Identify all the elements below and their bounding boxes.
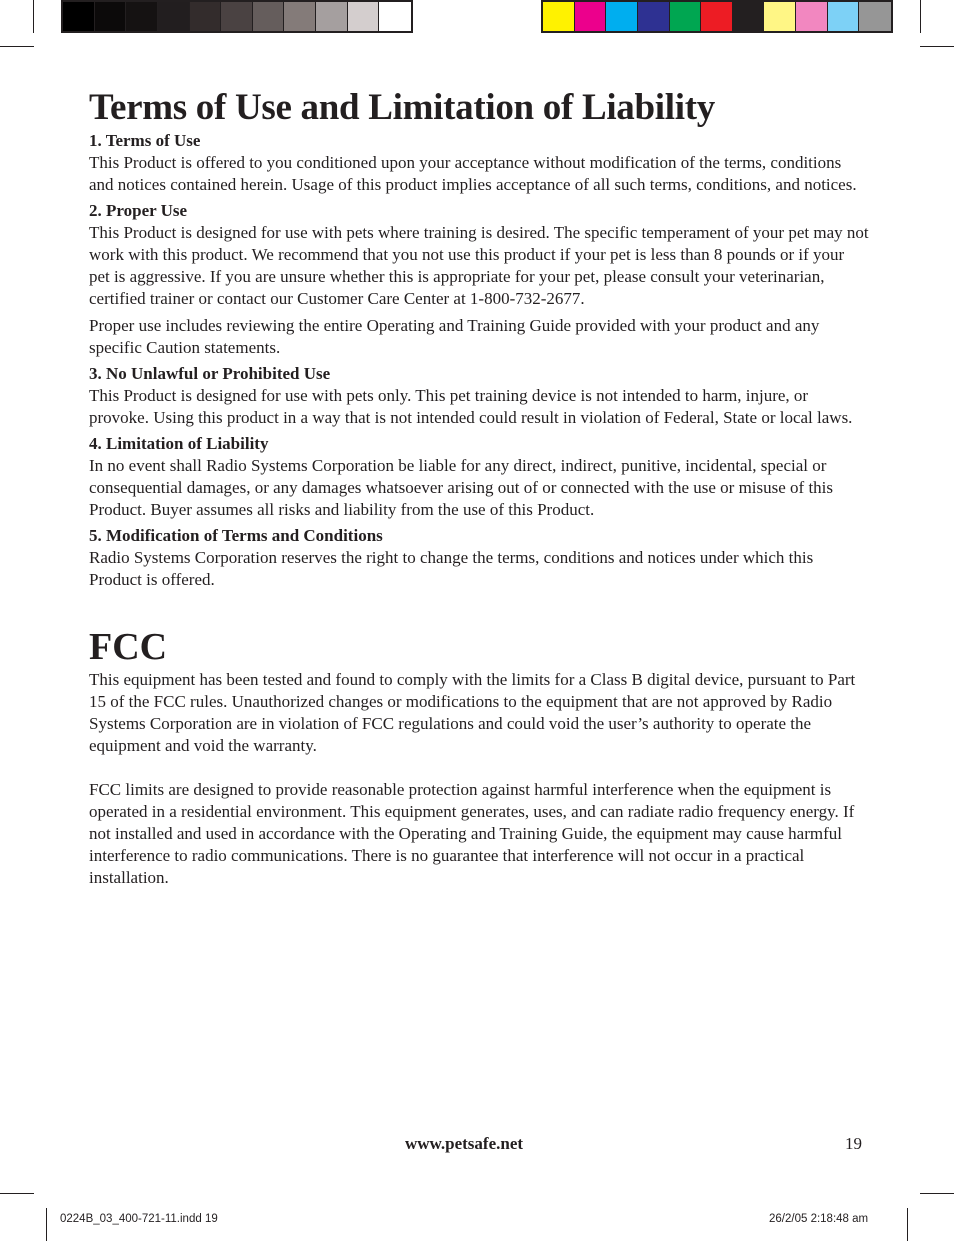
color-swatch	[701, 2, 733, 31]
gray-swatch	[126, 2, 158, 31]
section-paragraph: In no event shall Radio Systems Corporation be liable for any direct, indirect, punitive, incidental, special or consequential damages, or any damages whatsoever arising out of or connected with the use or misuse of this Product. Buyer assumes all risks and liability from the use of this Product.	[89, 456, 834, 519]
grayscale-color-bar	[61, 0, 413, 33]
color-swatch	[670, 2, 702, 31]
section-heading: 4. Limitation of Liability	[89, 434, 269, 453]
crop-mark	[33, 0, 34, 33]
crop-mark	[920, 1193, 954, 1194]
color-swatch	[764, 2, 796, 31]
gray-swatch	[95, 2, 127, 31]
gray-swatch	[379, 2, 411, 31]
section-paragraph: Proper use includes reviewing the entire Operating and Training Guide provided with your product and any specific Caution statements.	[89, 316, 820, 357]
section-paragraph: Radio Systems Corporation reserves the right to change the terms, conditions and notices under which this Product is offered.	[89, 548, 814, 589]
color-swatch	[733, 2, 765, 31]
crop-mark	[920, 46, 954, 47]
print-slug-timestamp: 26/2/05 2:18:48 am	[769, 1213, 869, 1225]
crop-mark	[920, 0, 921, 33]
crop-mark	[0, 46, 34, 47]
gray-swatch	[221, 2, 253, 31]
color-swatch	[638, 2, 670, 31]
process-color-bar	[541, 0, 893, 33]
gray-swatch	[63, 2, 95, 31]
color-swatch	[606, 2, 638, 31]
section-no-unlawful-use	[89, 363, 869, 429]
crop-mark	[46, 1208, 47, 1241]
page-title: Terms of Use and Limitation of Liability	[89, 87, 715, 128]
gray-swatch	[253, 2, 285, 31]
document-body	[89, 86, 869, 889]
gray-swatch	[158, 2, 190, 31]
color-swatch	[859, 2, 891, 31]
section-heading: 1. Terms of Use	[89, 131, 201, 150]
fcc-heading: FCC	[89, 626, 168, 668]
section-heading: 2. Proper Use	[89, 201, 188, 220]
page-number: 19	[845, 1134, 862, 1153]
fcc-paragraph: FCC limits are designed to provide reasonable protection against harmful interference when the equipment is operated in a residential environment. This equipment generates, uses, and can radiate radio frequency energy. If not installed and used in accordance with the Operating and Training Guide, the equipment may cause harmful interference to radio communications. There is no guarantee that interference will not occur in a practical installation.	[89, 780, 855, 887]
section-heading: 5. Modification of Terms and Conditions	[89, 526, 383, 545]
crop-mark	[0, 1193, 34, 1194]
print-slug-file: 0224B_03_400-721-11.indd 19	[60, 1213, 218, 1225]
color-swatch	[828, 2, 860, 31]
gray-swatch	[316, 2, 348, 31]
gray-swatch	[284, 2, 316, 31]
color-swatch	[575, 2, 607, 31]
section-proper-use	[89, 200, 869, 359]
gray-swatch	[348, 2, 380, 31]
section-heading: 3. No Unlawful or Prohibited Use	[89, 364, 331, 383]
crop-mark	[907, 1208, 908, 1241]
gray-swatch	[190, 2, 222, 31]
section-paragraph: This Product is designed for use with pets only. This pet training device is not intended to harm, injure, or provoke. Using this product in a way that is not intended could result in violation of Federal, State or local laws.	[89, 386, 853, 427]
section-terms-of-use	[89, 130, 869, 196]
color-swatch	[543, 2, 575, 31]
color-swatch	[796, 2, 828, 31]
section-paragraph: This Product is offered to you conditioned upon your acceptance without modification of the terms, conditions and notices contained herein. Usage of this product implies acceptance of all such terms, conditions, and notices.	[89, 153, 857, 194]
footer-website: www.petsafe.net	[405, 1134, 524, 1153]
section-modification-of-terms	[89, 525, 869, 591]
section-limitation-of-liability	[89, 433, 869, 521]
section-paragraph: This Product is designed for use with pets where training is desired. The specific temperament of your pet may not work with this product. We recommend that you not use this product if your pet is less than 8 pounds or if your pet is aggressive. If you are unsure whether this is appropriate for your pet, please consult your veterinarian, certified trainer or contact our Customer Care Center at 1-800-732-2677.	[89, 223, 869, 308]
fcc-paragraph: This equipment has been tested and found to comply with the limits for a Class B digital device, pursuant to Part 15 of the FCC rules. Unauthorized changes or modifications to the equipment that are not approved by Radio Systems Corporation are in violation of FCC regulations and could void the user’s authority to operate the equipment and void the warranty.	[89, 670, 856, 755]
